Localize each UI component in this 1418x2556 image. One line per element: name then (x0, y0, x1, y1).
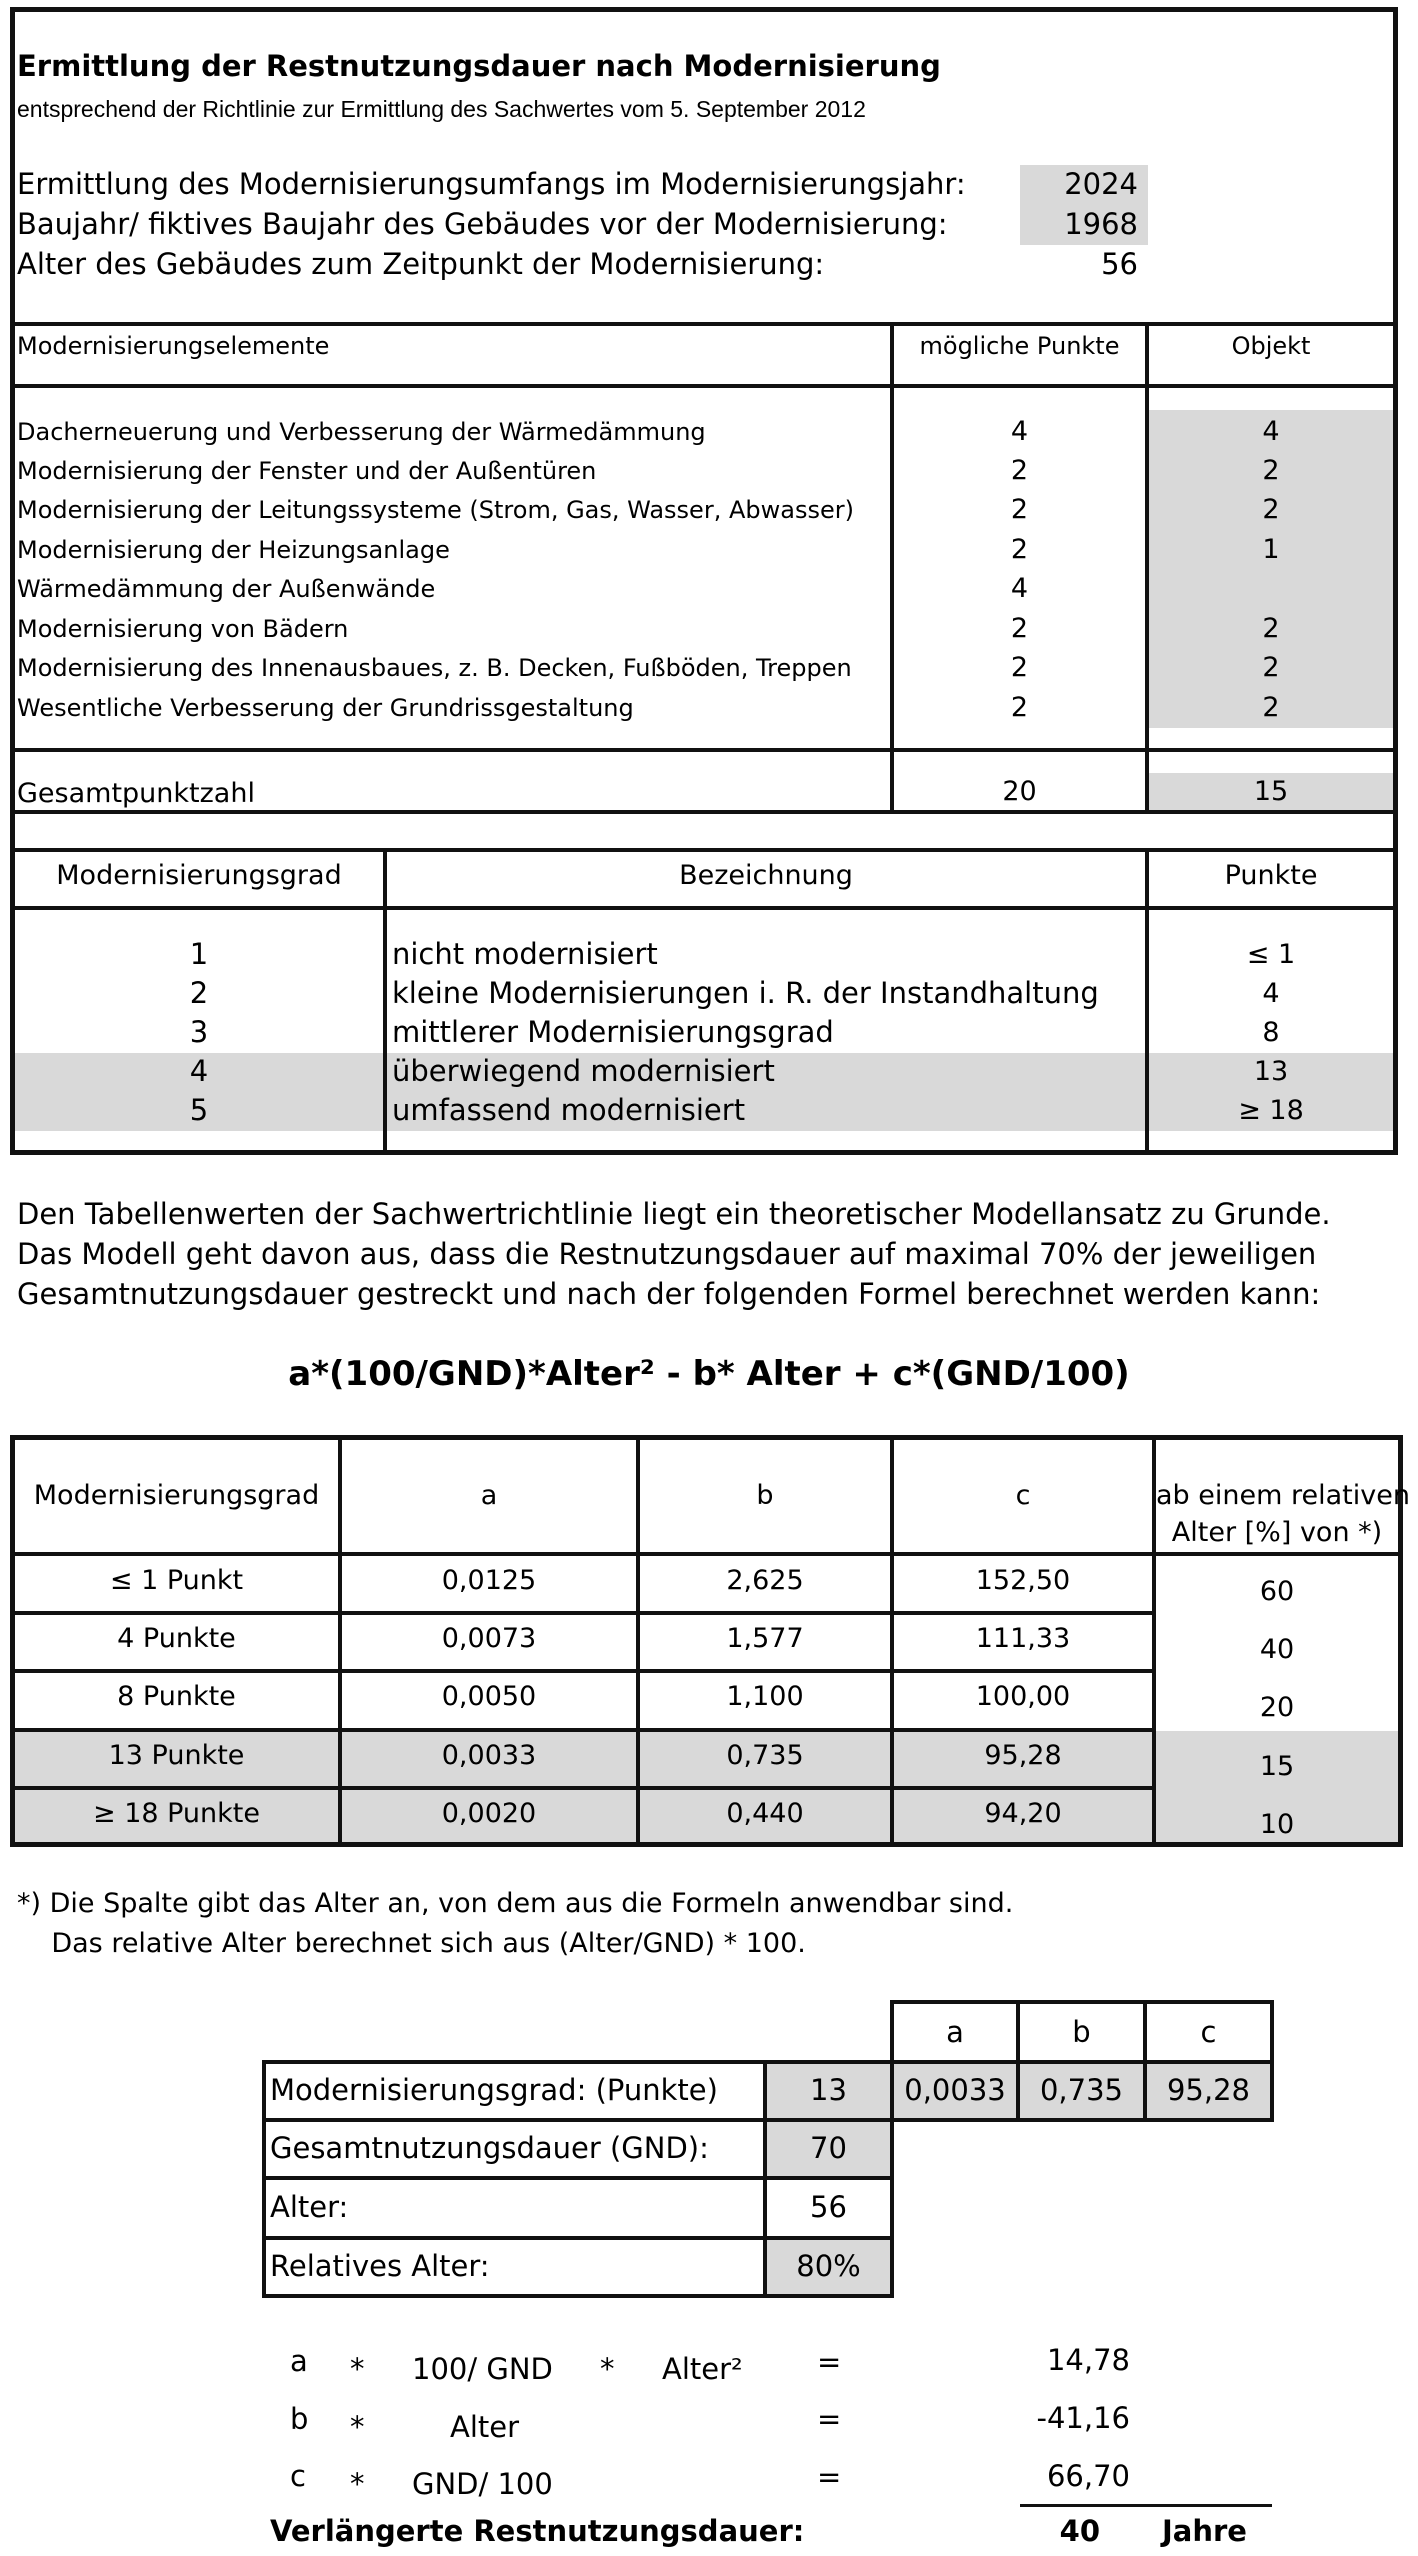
coef-row-a: 0,0020 (441, 1798, 537, 1829)
divider (262, 2294, 894, 2298)
element-row-object: 2 (1262, 455, 1280, 486)
intro-line: Den Tabellenwerten der Sachwertrichtlinie liegt ein theoretischer Modellansatz zu Grunde. (17, 1197, 1331, 1231)
coef-row-b: 0,440 (726, 1798, 804, 1829)
element-row-label: Modernisierung der Leitungssysteme (Strom, Gas, Wasser, Abwasser) (17, 496, 854, 524)
coef-header-rel: ab einem relativen (1156, 1480, 1410, 1511)
grade-row-number: 3 (189, 1015, 209, 1049)
divider (10, 1728, 1156, 1732)
basics-value-year: 2024 (1064, 167, 1138, 201)
result-op: * (350, 2467, 365, 2501)
divider (10, 322, 1398, 326)
intro-line: Gesamtnutzungsdauer gestreckt und nach der folgenden Formel berechnet werden kann: (17, 1277, 1321, 1311)
coef-row-rel: 60 (1259, 1576, 1295, 1607)
divider (10, 384, 1398, 388)
result-term: Alter (450, 2410, 520, 2444)
divider (10, 1669, 1156, 1673)
coef-row-c: 152,50 (975, 1565, 1071, 1596)
coef-header-c: c (1015, 1480, 1031, 1511)
grade-row-desc: mittlerer Modernisierungsgrad (392, 1015, 834, 1049)
grade-row-points: 4 (1262, 978, 1280, 1009)
result-eq: = (817, 2402, 842, 2436)
element-row-points: 2 (1010, 455, 1029, 486)
final-value: 40 (1059, 2514, 1100, 2548)
final-label: Verlängerte Restnutzungsdauer: (270, 2514, 805, 2548)
elements-header-name: Modernisierungselemente (17, 332, 330, 360)
element-row-points: 2 (1010, 534, 1029, 565)
coef-row-c: 95,28 (984, 1740, 1062, 1771)
result-eq: = (817, 2460, 842, 2494)
sum-line (1020, 2504, 1272, 2507)
coef-row-b: 1,100 (726, 1681, 804, 1712)
element-row-object: 2 (1262, 652, 1280, 683)
grades-header-points: Punkte (1224, 860, 1318, 891)
coef-row-rel: 20 (1259, 1692, 1295, 1723)
element-row-label: Modernisierung der Heizungsanlage (17, 536, 450, 564)
elements-header-object: Objekt (1231, 332, 1311, 360)
intro-line: Das Modell geht davon aus, dass die Restnutzungsdauer auf maximal 70% der jeweiligen (17, 1237, 1317, 1271)
abc-value-c: 95,28 (1166, 2073, 1251, 2107)
coef-row-grade: 13 Punkte (108, 1740, 245, 1771)
divider (262, 2060, 266, 2298)
divider (10, 848, 1398, 852)
coef-row-b: 0,735 (726, 1740, 804, 1771)
grade-row-number: 1 (189, 937, 209, 971)
grade-row-points: 13 (1253, 1056, 1289, 1087)
divider (262, 2176, 894, 2180)
basics-label-alter: Alter des Gebäudes zum Zeitpunkt der Modernisierung: (17, 247, 825, 281)
result-eq: = (817, 2345, 842, 2379)
calc-row-value: 80% (796, 2249, 861, 2283)
coef-header-grade: Modernisierungsgrad (33, 1480, 320, 1511)
coef-row-rel: 40 (1259, 1634, 1295, 1665)
elements-header-points: mögliche Punkte (919, 332, 1120, 360)
grade-row-desc: überwiegend modernisiert (392, 1054, 775, 1088)
divider (262, 2118, 894, 2122)
footnote-line: Das relative Alter berechnet sich aus (Alter/GND) * 100. (17, 1928, 806, 1959)
footnote-line: *) Die Spalte gibt das Alter an, von dem aus die Formeln anwendbar sind. (17, 1888, 1014, 1919)
coef-row-c: 111,33 (975, 1623, 1071, 1654)
calc-row-label: Relatives Alter: (270, 2249, 490, 2283)
formula: a*(100/GND)*Alter² - b* Alter + c*(GND/100) (288, 1354, 1130, 1394)
element-row-points: 2 (1010, 613, 1029, 644)
coef-row-a: 0,0073 (441, 1623, 537, 1654)
divider (383, 1053, 387, 1131)
calc-row-label: Alter: (270, 2190, 349, 2224)
divider (10, 906, 1398, 910)
calc-row-label: Modernisierungsgrad: (Punkte) (270, 2073, 718, 2107)
basics-value-alter: 56 (1101, 247, 1138, 281)
coef-row-b: 1,577 (726, 1623, 804, 1654)
calc-row-value: 70 (810, 2131, 847, 2165)
coef-row-grade: ≥ 18 Punkte (92, 1798, 260, 1829)
element-row-object: 2 (1262, 613, 1280, 644)
grades-header-grade: Modernisierungsgrad (56, 860, 342, 891)
coef-row-grade: 4 Punkte (117, 1623, 236, 1654)
divider (262, 2236, 894, 2240)
element-row-object: 2 (1262, 692, 1280, 723)
grade-row-points: 8 (1262, 1017, 1280, 1048)
abc-header-a: a (946, 2015, 964, 2049)
grade-row-desc: nicht modernisiert (392, 937, 658, 971)
grade-row-number: 5 (189, 1093, 209, 1127)
result-coef: b (290, 2402, 309, 2436)
divider (262, 2060, 1274, 2064)
grade-row-points: ≤ 1 (1246, 939, 1296, 970)
divider (10, 1552, 1403, 1556)
calc-row-label: Gesamtnutzungsdauer (GND): (270, 2131, 709, 2165)
coef-row-grade: ≤ 1 Punkt (109, 1565, 244, 1596)
coef-row-rel: 15 (1259, 1751, 1295, 1782)
grade-row-desc: umfassend modernisiert (392, 1093, 746, 1127)
grade-row-number: 2 (189, 976, 209, 1010)
calc-row-value: 13 (810, 2073, 847, 2107)
grades-header-desc: Bezeichnung (679, 860, 853, 891)
grade-row-number: 4 (189, 1054, 209, 1088)
element-row-label: Wärmedämmung der Außenwände (17, 575, 436, 603)
coef-row-a: 0,0050 (441, 1681, 537, 1712)
coef-row-c: 94,20 (984, 1798, 1062, 1829)
element-row-label: Modernisierung von Bädern (17, 615, 349, 643)
element-row-label: Modernisierung der Fenster und der Außentüren (17, 457, 597, 485)
result-term: GND/ 100 (412, 2467, 553, 2501)
page-subtitle: entsprechend der Richtlinie zur Ermittlung des Sachwertes vom 5. September 2012 (17, 96, 866, 122)
calc-row-value: 56 (810, 2190, 847, 2224)
grade-row-points: ≥ 18 (1238, 1095, 1304, 1126)
page-title: Ermittlung der Restnutzungsdauer nach Modernisierung (17, 49, 941, 83)
element-row-points: 4 (1010, 573, 1029, 604)
result-coef: c (290, 2459, 306, 2493)
coef-row-rel: 10 (1259, 1809, 1295, 1840)
coef-row-b: 2,625 (726, 1565, 804, 1596)
divider (894, 2118, 1274, 2122)
total-object: 15 (1253, 776, 1289, 807)
basics-value-baujahr: 1968 (1064, 207, 1138, 241)
coef-row-a: 0,0125 (441, 1565, 537, 1596)
divider (10, 1611, 1156, 1615)
element-row-label: Modernisierung des Innenausbaues, z. B. Decken, Fußböden, Treppen (17, 654, 852, 682)
element-row-object: 2 (1262, 494, 1280, 525)
coef-row-c: 100,00 (975, 1681, 1071, 1712)
total-label: Gesamtpunktzahl (17, 778, 255, 809)
element-row-points: 2 (1010, 692, 1029, 723)
result-term2: Alter² (662, 2352, 743, 2386)
divider (890, 322, 894, 814)
divider (10, 748, 1398, 752)
result-op: * (350, 2410, 365, 2444)
element-row-label: Wesentliche Verbesserung der Grundrissgestaltung (17, 694, 634, 722)
abc-value-b: 0,735 (1039, 2073, 1124, 2107)
result-op: * (350, 2352, 365, 2386)
abc-header-c: c (1200, 2015, 1217, 2049)
coef-header-rel: Alter [%] von *) (1171, 1517, 1383, 1548)
divider (10, 1786, 1156, 1790)
result-op2: * (600, 2352, 615, 2386)
divider (890, 2000, 1274, 2004)
grade-row-desc: kleine Modernisierungen i. R. der Instandhaltung (392, 976, 1099, 1010)
result-value: 14,78 (1046, 2343, 1130, 2377)
basics-label-year: Ermittlung des Modernisierungsumfangs im Modernisierungsjahr: (17, 167, 966, 201)
coef-row-a: 0,0033 (441, 1740, 537, 1771)
abc-value-a: 0,0033 (904, 2073, 1006, 2107)
element-row-points: 4 (1010, 416, 1029, 447)
result-coef: a (290, 2344, 308, 2378)
final-unit: Jahre (1162, 2514, 1247, 2548)
coef-row-grade: 8 Punkte (117, 1681, 236, 1712)
divider (10, 810, 1398, 814)
result-value: -41,16 (1036, 2401, 1130, 2435)
element-row-points: 2 (1010, 652, 1029, 683)
element-row-object: 1 (1262, 534, 1280, 565)
coef-header-b: b (756, 1480, 774, 1511)
coef-header-a: a (480, 1480, 498, 1511)
divider (1270, 2000, 1274, 2122)
total-points: 20 (1002, 776, 1037, 807)
result-value: 66,70 (1046, 2459, 1130, 2493)
result-term: 100/ GND (412, 2352, 553, 2386)
element-row-label: Dacherneuerung und Verbesserung der Wärmedämmung (17, 418, 706, 446)
element-row-points: 2 (1010, 494, 1029, 525)
element-row-object: 4 (1262, 416, 1280, 447)
basics-label-baujahr: Baujahr/ fiktives Baujahr des Gebäudes vor der Modernisierung: (17, 207, 948, 241)
abc-header-b: b (1072, 2015, 1091, 2049)
